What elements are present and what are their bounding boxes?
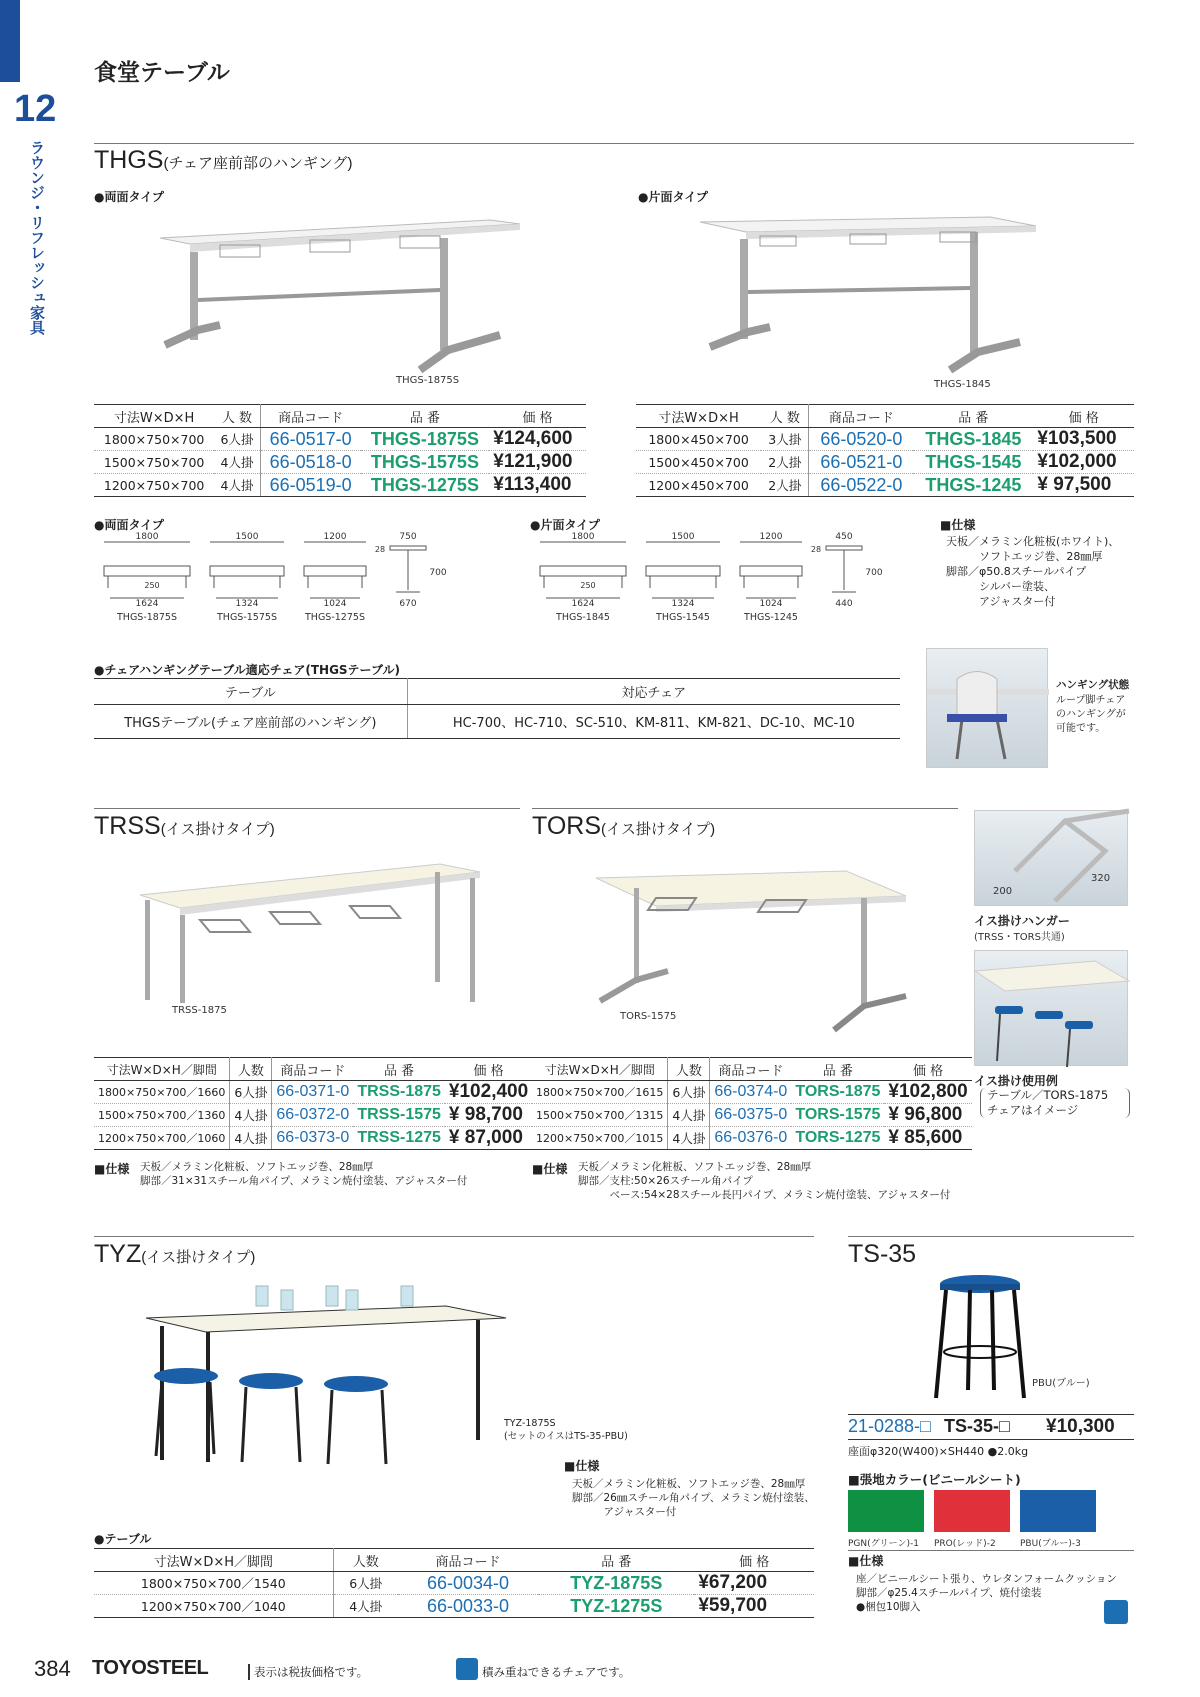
divider bbox=[532, 808, 958, 809]
table-row: 1500×750×700 4人掛 66-0518-0 THGS-1575S ¥121,900 bbox=[94, 451, 586, 474]
side-top bbox=[826, 546, 862, 550]
section-title-thgs: THGS(チェア座前部のハンギング) bbox=[94, 146, 353, 174]
dims-single-label: ●片面タイプ bbox=[530, 518, 600, 532]
dim-depth: 750 bbox=[399, 532, 417, 542]
table-row: 1500×750×700／1315 4人掛 66-0375-0 TORS-1575 ¥ 96,800 bbox=[532, 1104, 972, 1127]
table-top-plan bbox=[646, 566, 720, 576]
dim-width: 1800 bbox=[571, 532, 595, 542]
divider bbox=[94, 1236, 814, 1237]
thgs-double-table: 寸法W×D×H 人 数 商品コード 品 番 価 格 1800×750×700 6人掛 66-0517-0 THGS-1875S ¥124,600 1500×750×700 4人掛 66-0518-0 THGS-1575S ¥121,900 1200×750×700 4人掛 66-0519-0 THGS-1275S ¥113,400 bbox=[94, 404, 586, 497]
page-number: 384 bbox=[34, 1656, 71, 1681]
trss-spec-title: ■仕様 bbox=[94, 1162, 130, 1176]
tyz-table-label: ●テーブル bbox=[94, 1532, 152, 1546]
hanger-photo: 200 320 bbox=[974, 810, 1128, 906]
table-top-plan bbox=[104, 566, 190, 576]
dim-inner: 1624 bbox=[571, 599, 595, 609]
section-title-trss: TRSS(イス掛けタイプ) bbox=[94, 812, 275, 840]
section-title-tyz: TYZ(イス掛けタイプ) bbox=[94, 1240, 256, 1268]
chair-compat-table: テーブル 対応チェア THGSテーブル(チェア座前部のハンギング) HC-700、HC-710、SC-510、KM-811、KM-821、DC-10、MC-10 bbox=[94, 678, 900, 739]
dims-double-label: ●両面タイプ bbox=[94, 518, 164, 532]
hanger-example-photo bbox=[974, 950, 1128, 1066]
dim-height: 700 bbox=[865, 568, 883, 578]
dims-double-drawing bbox=[94, 530, 514, 630]
dim-model: THGS-1875S bbox=[117, 612, 177, 623]
thgs-single-caption: THGS-1845 bbox=[934, 379, 991, 390]
dim-inner: 1024 bbox=[759, 599, 783, 609]
dim-width: 1200 bbox=[323, 532, 347, 542]
table-row: 1500×750×700／1360 4人掛 66-0372-0 TRSS-1575 ¥ 98,700 bbox=[94, 1104, 532, 1127]
dim-width: 1800 bbox=[135, 532, 159, 542]
dim-width: 1500 bbox=[671, 532, 695, 542]
hanger-example-text: テーブル／TORS-1875 チェアはイメージ bbox=[980, 1088, 1130, 1118]
ts35-color-title: ■張地カラー(ビニールシート) bbox=[848, 1472, 1021, 1487]
thgs-single-label: ●片面タイプ bbox=[638, 190, 708, 204]
chapter-number: 12 bbox=[14, 88, 57, 130]
table-top-plan bbox=[540, 566, 626, 576]
table-top-plan bbox=[304, 566, 366, 576]
dims-svg bbox=[530, 530, 910, 630]
section-title-tors: TORS(イス掛けタイプ) bbox=[532, 812, 716, 840]
table-row: 1800×450×700 3人掛 66-0520-0 THGS-1845 ¥103,500 bbox=[636, 428, 1134, 451]
tax-note: 表示は税抜価格です。 bbox=[248, 1664, 368, 1680]
hanger-example-title: イス掛け使用例 bbox=[974, 1074, 1058, 1088]
table-row: 1800×750×700／1615 6人掛 66-0374-0 TORS-1875 ¥102,800 bbox=[532, 1081, 972, 1104]
tyz-table: 寸法W×D×H／脚間 人数 商品コード 品 番 価 格 1800×750×700／1540 6人掛 66-0034-0 TYZ-1875S ¥67,200 1200×750×700／1040 4人掛 66-0033-0 TYZ-1275S ¥59,700 bbox=[94, 1548, 814, 1618]
tyz-spec-title: ■仕様 bbox=[564, 1459, 600, 1473]
dim-base: 440 bbox=[835, 599, 853, 609]
ts35-price-row: 21-0288-□ TS-35-□ ¥10,300 bbox=[848, 1414, 1134, 1440]
section-title-ts35: TS-35 bbox=[848, 1240, 917, 1268]
swatch-red[interactable] bbox=[934, 1490, 1010, 1532]
table-row: 1800×750×700 6人掛 66-0517-0 THGS-1875S ¥124,600 bbox=[94, 428, 586, 451]
chapter-label: ラウンジ・リフレッシュ家具 bbox=[28, 140, 46, 335]
tors-spec: 天板／メラミン化粧板、ソフトエッジ巻、28㎜厚 脚部／支柱:50×26スチール角パイプ ベース:54×28スチール長円パイプ、メラミン焼付塗装、アジャスター付 bbox=[578, 1161, 951, 1201]
table-row: 1200×450×700 2人掛 66-0522-0 THGS-1245 ¥ 97,500 bbox=[636, 474, 1134, 497]
tors-caption: TORS-1575 bbox=[620, 1011, 677, 1022]
dim-gap: 250 bbox=[580, 581, 596, 590]
dim-model: THGS-1245 bbox=[744, 612, 798, 623]
table-row: 1800×750×700／1540 6人掛 66-0034-0 TYZ-1875S ¥67,200 bbox=[94, 1572, 814, 1595]
tors-table: 寸法W×D×H／脚間 人数 商品コード 品 番 価 格 1800×750×700／1615 6人掛 66-0374-0 TORS-1875 ¥102,800 1500×750×700／1315 4人掛 66-0375-0 TORS-1575 ¥ 96,800 1200×750×700／1015 4人掛 66-0376-0 TORS-1275 ¥ 85,600 bbox=[532, 1057, 972, 1150]
trss-caption: TRSS-1875 bbox=[172, 1005, 227, 1016]
dim-model: THGS-1545 bbox=[656, 612, 710, 623]
table-row: 1200×750×700 4人掛 66-0519-0 THGS-1275S ¥113,400 bbox=[94, 474, 586, 497]
table-top-plan bbox=[740, 566, 802, 576]
ts35-caption: PBU(ブルー) bbox=[1032, 1378, 1090, 1389]
ts35-swatches: PGN(グリーン)-1 PRO(レッド)-2 PBU(ブルー)-3 bbox=[848, 1490, 1138, 1550]
chair-compat-title: ●チェアハンギングテーブル適応チェア(THGSテーブル) bbox=[94, 663, 400, 677]
dim-height: 700 bbox=[429, 568, 447, 578]
dim-width: 1500 bbox=[235, 532, 259, 542]
hanging-title: ハンギング状態 bbox=[1056, 679, 1130, 691]
thgs-double-image bbox=[160, 210, 520, 390]
dim-inner: 1324 bbox=[671, 599, 695, 609]
table-row: 1500×450×700 2人掛 66-0521-0 THGS-1545 ¥102,000 bbox=[636, 451, 1134, 474]
ts35-spec: 座／ビニールシート張り、ウレタンフォームクッション 脚部／φ25.4スチールパイプ、焼付塗装 ●梱包10脚入 bbox=[856, 1573, 1117, 1613]
thgs-double-caption: THGS-1875S bbox=[396, 375, 460, 386]
divider bbox=[94, 808, 520, 809]
dim-model: THGS-1575S bbox=[217, 612, 277, 623]
thgs-double-label: ●両面タイプ bbox=[94, 190, 164, 204]
trss-spec: 天板／メラミン化粧板、ソフトエッジ巻、28㎜厚 脚部／31×31スチール角パイプ、メラミン焼付塗装、アジャスター付 bbox=[140, 1161, 468, 1187]
chapter-tab bbox=[0, 0, 20, 82]
dim-thick: 28 bbox=[374, 545, 386, 554]
hanging-text: ループ脚チェア のハンギングが 可能です。 bbox=[1056, 695, 1126, 734]
ts35-dims: 座面φ320(W400)×SH440 ●2.0kg bbox=[848, 1445, 1029, 1458]
dim-inner: 1024 bbox=[323, 599, 347, 609]
hanger-sub: (TRSS・TORS共通) bbox=[974, 932, 1065, 943]
trss-image bbox=[140, 860, 480, 1010]
table-top-plan bbox=[210, 566, 284, 576]
dim-width: 1200 bbox=[759, 532, 783, 542]
swatch-blue[interactable] bbox=[1020, 1490, 1096, 1532]
brand-logo: TOYOSTEEL bbox=[92, 1657, 209, 1679]
thgs-spec-title: ■仕様 bbox=[940, 518, 976, 532]
table-row: 1200×750×700／1040 4人掛 66-0033-0 TYZ-1275S ¥59,700 bbox=[94, 1595, 814, 1618]
stack-icon bbox=[456, 1658, 478, 1680]
page-title: 食堂テーブル bbox=[94, 60, 230, 86]
hanging-photo bbox=[926, 648, 1048, 768]
tyz-caption: TYZ-1875S (セットのイスはTS-35-PBU) bbox=[504, 1418, 628, 1442]
ts35-image bbox=[930, 1272, 1030, 1402]
dim-model: THGS-1275S bbox=[305, 612, 365, 623]
dim-gap: 250 bbox=[144, 581, 160, 590]
table-row: 1200×750×700／1060 4人掛 66-0373-0 TRSS-1275 ¥ 87,000 bbox=[94, 1127, 532, 1150]
trss-table: 寸法W×D×H／脚間 人数 商品コード 品 番 価 格 1800×750×700／1660 6人掛 66-0371-0 TRSS-1875 ¥102,400 1500×750×700／1360 4人掛 66-0372-0 TRSS-1575 ¥ 98,700 1200×750×700／1060 4人掛 66-0373-0 TRSS-1275 ¥ 87,000 bbox=[94, 1057, 532, 1150]
divider bbox=[848, 1550, 1134, 1551]
ts35-spec-title: ■仕様 bbox=[848, 1554, 884, 1568]
dims-svg bbox=[94, 530, 514, 630]
dim-model: THGS-1845 bbox=[556, 612, 610, 623]
dim-depth: 450 bbox=[835, 532, 853, 542]
tyz-image bbox=[146, 1296, 506, 1466]
table-row: 1200×750×700／1015 4人掛 66-0376-0 TORS-1275 ¥ 85,600 bbox=[532, 1127, 972, 1150]
hanger-title: イス掛けハンガー bbox=[974, 914, 1070, 928]
side-top bbox=[390, 546, 426, 550]
swatch-green[interactable] bbox=[848, 1490, 924, 1532]
divider bbox=[848, 1236, 1134, 1237]
stack-note: 積み重ねできるチェアです。 bbox=[482, 1665, 631, 1679]
stack-icon bbox=[1104, 1600, 1128, 1624]
dim-thick: 28 bbox=[810, 545, 822, 554]
thgs-single-image bbox=[700, 212, 1040, 382]
thgs-spec: 天板／メラミン化粧板(ホワイト)、 ソフトエッジ巻、28㎜厚 脚部／φ50.8スチールパイプ シルバー塗装、 アジャスター付 bbox=[946, 535, 1120, 608]
divider bbox=[94, 143, 1134, 144]
dims-single-drawing bbox=[530, 530, 910, 630]
tyz-spec: 天板／メラミン化粧板、ソフトエッジ巻、28㎜厚 脚部／26㎜スチール角パイプ、メラミン焼付塗装、 アジャスター付 bbox=[572, 1478, 815, 1518]
table-row: 1800×750×700／1660 6人掛 66-0371-0 TRSS-1875 ¥102,400 bbox=[94, 1081, 532, 1104]
dim-base: 670 bbox=[399, 599, 417, 609]
dim-inner: 1324 bbox=[235, 599, 259, 609]
thgs-single-table: 寸法W×D×H 人 数 商品コード 品 番 価 格 1800×450×700 3人掛 66-0520-0 THGS-1845 ¥103,500 1500×450×700 2人掛 66-0521-0 THGS-1545 ¥102,000 1200×450×700 2人掛 66-0522-0 THGS-1245 ¥ 97,500 bbox=[636, 404, 1134, 497]
dim-inner: 1624 bbox=[135, 599, 159, 609]
tors-spec-title: ■仕様 bbox=[532, 1162, 568, 1176]
